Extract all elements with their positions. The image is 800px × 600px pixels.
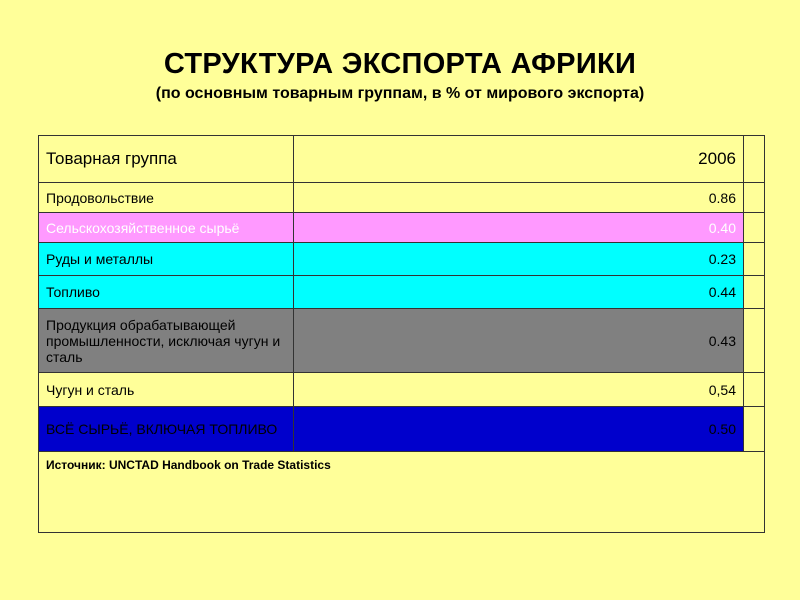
row-value-fuel: 0.44 [294,276,744,309]
row-value-agri-raw: 0.40 [294,213,744,243]
slide-subtitle: (по основным товарным группам, в % от мирового экспорта) [155,85,645,102]
table-row [39,213,765,243]
source-note: Источник: UNCTAD Handbook on Trade Statistics [39,452,765,533]
row-spacer [744,183,765,213]
table-row [39,243,765,276]
table-header-row [39,136,765,183]
row-spacer [744,243,765,276]
row-spacer [744,309,765,373]
export-structure-table [38,135,765,533]
table-row [39,276,765,309]
slide-title: СТРУКТУРА ЭКСПОРТА АФРИКИ [163,48,637,80]
row-spacer [744,276,765,309]
row-label-fuel: Топливо [39,276,294,309]
row-value-food: 0.86 [294,183,744,213]
row-label-iron-steel: Чугун и сталь [39,373,294,407]
row-label-ores-metals: Руды и металлы [39,243,294,276]
table-row [39,407,765,452]
table-row [39,183,765,213]
row-label-agri-raw: Сельскохозяйственное сырьё [39,213,294,243]
row-spacer [744,213,765,243]
row-spacer [744,407,765,452]
table-row [39,309,765,373]
row-spacer [744,373,765,407]
source-row [39,452,765,533]
row-value-all-raw: 0.50 [294,407,744,452]
row-label-manufactures: Продукция обрабатывающей промышленности, исключая чугун и сталь [39,309,294,373]
header-spacer [744,136,765,183]
header-group: Товарная группа [39,136,294,183]
table-row [39,373,765,407]
row-value-manufactures: 0.43 [294,309,744,373]
row-label-food: Продовольствие [39,183,294,213]
row-label-all-raw: ВСЁ СЫРЬЁ, ВКЛЮЧАЯ ТОПЛИВО [39,407,294,452]
header-year: 2006 [294,136,744,183]
row-value-ores-metals: 0.23 [294,243,744,276]
row-value-iron-steel: 0,54 [294,373,744,407]
